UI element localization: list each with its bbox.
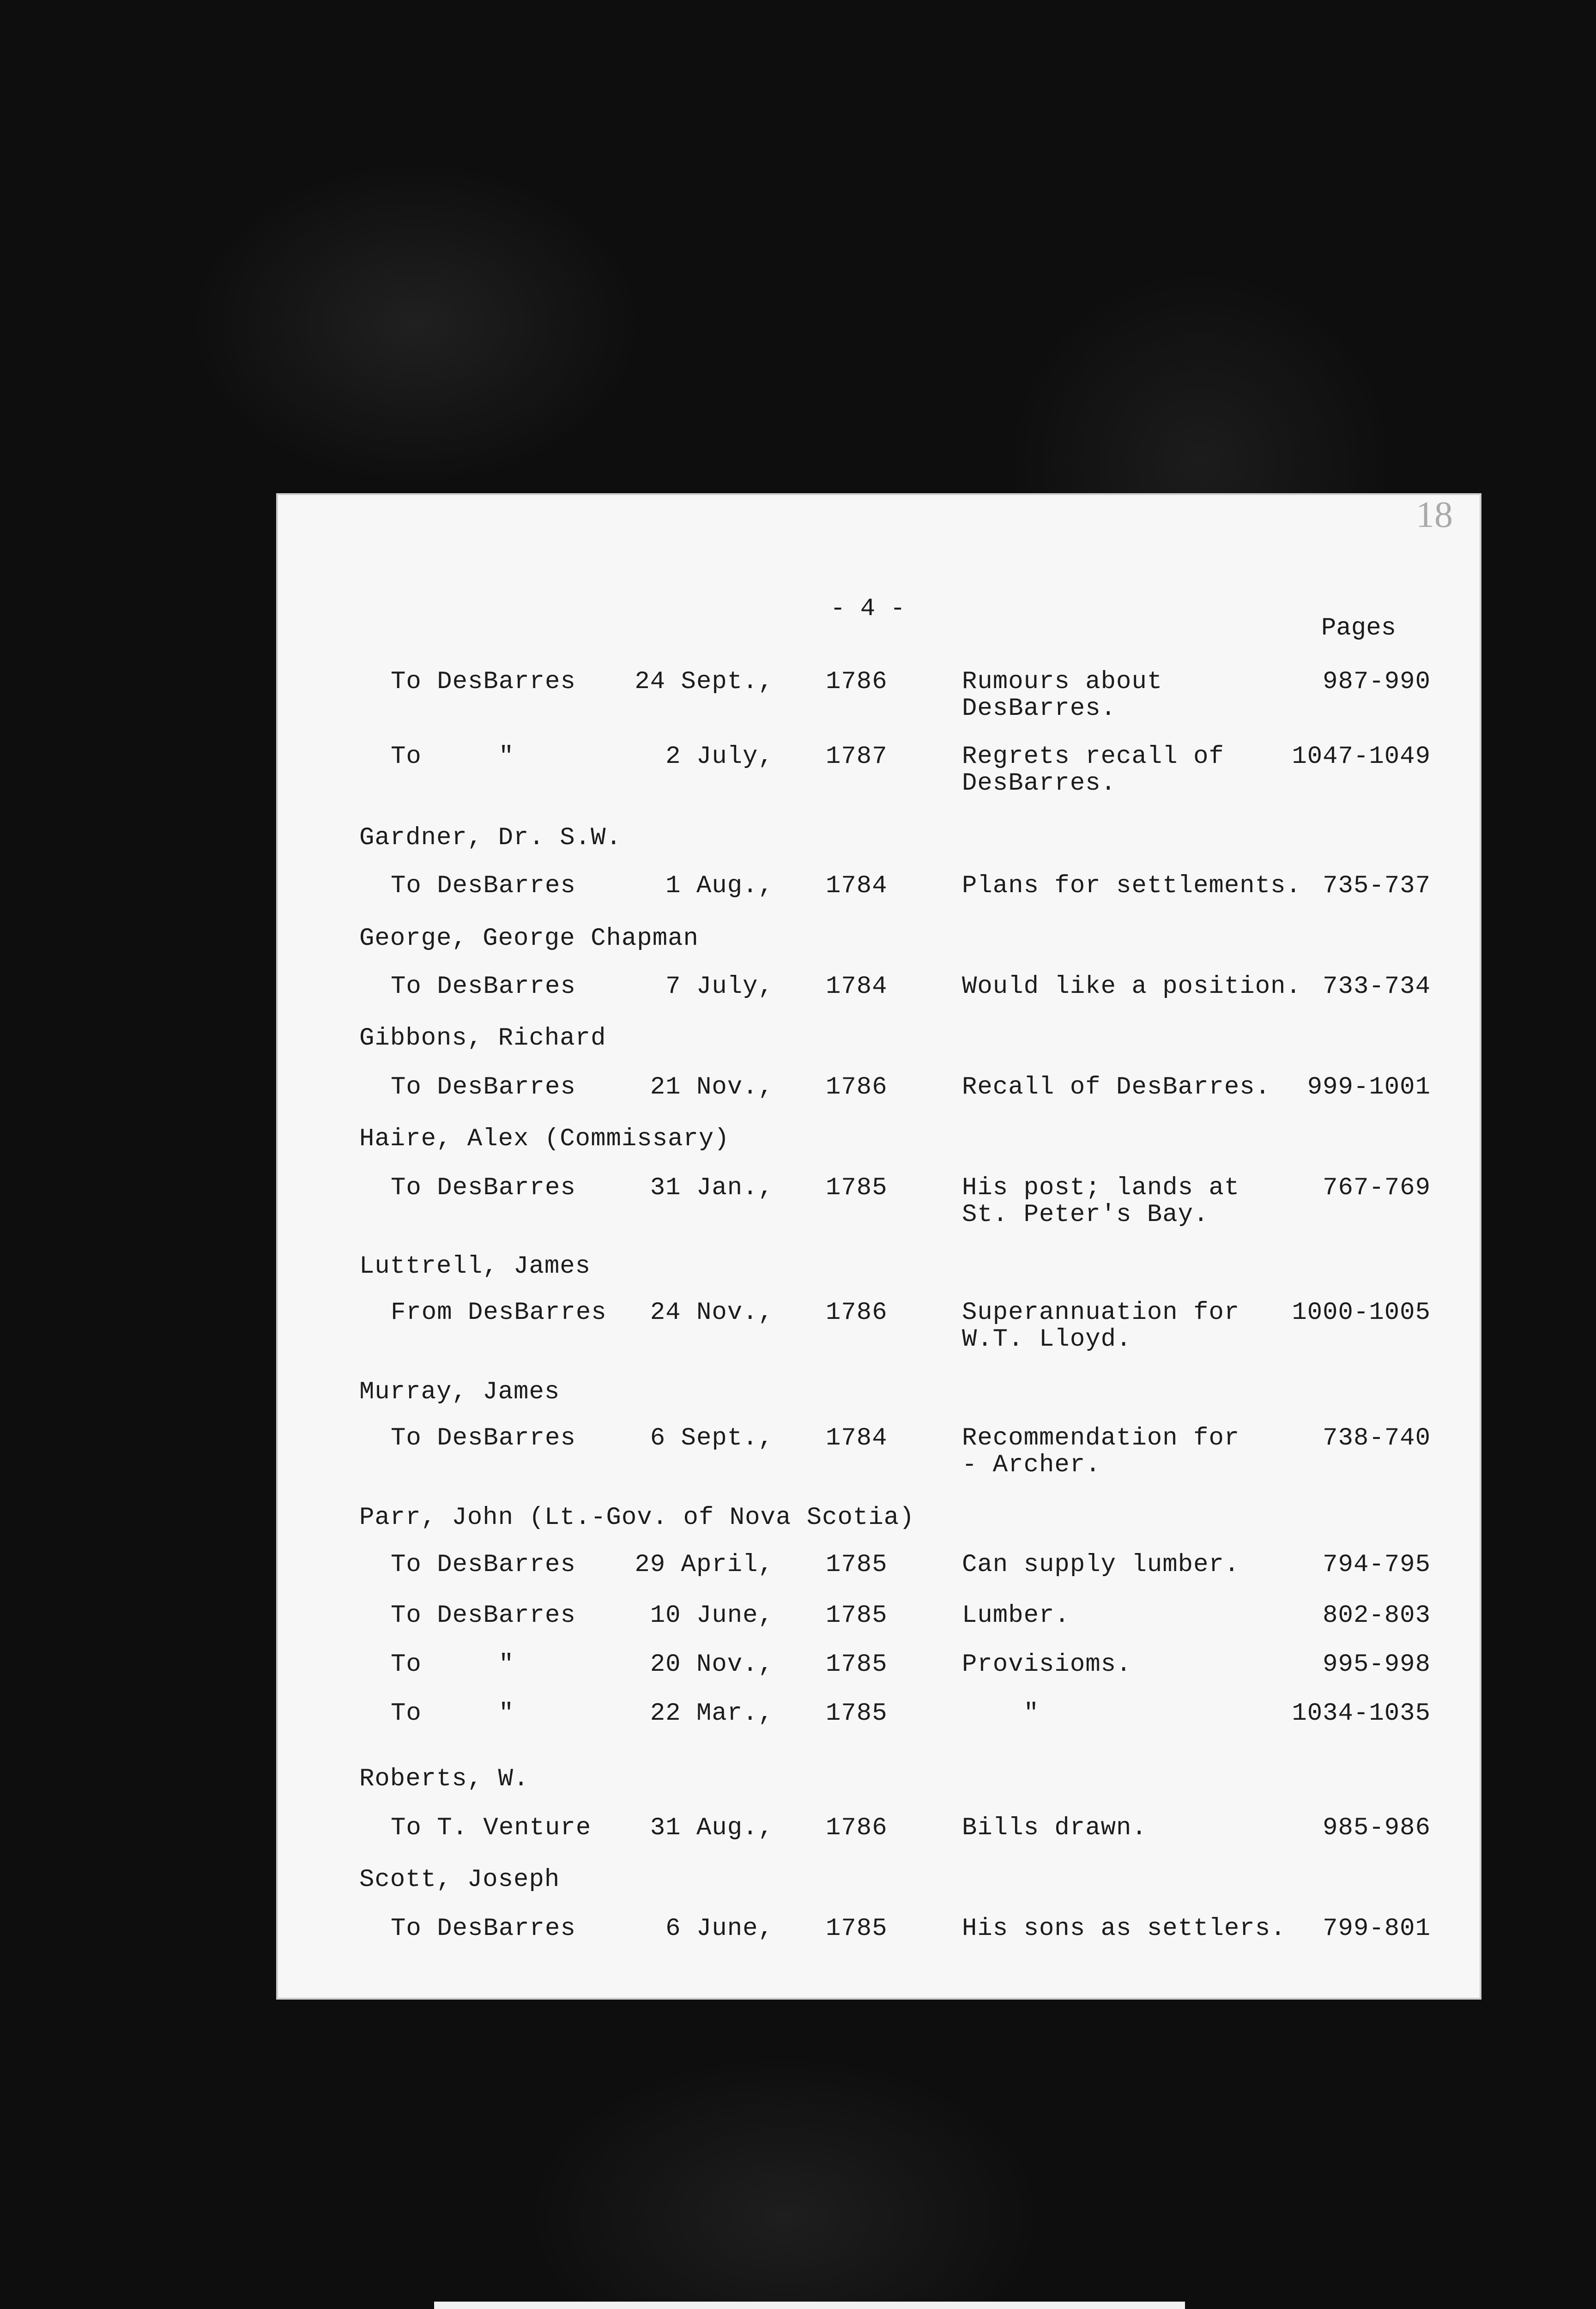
letter-pages: 802-803 (1323, 1602, 1431, 1630)
letter-direction: To DesBarres (391, 1602, 576, 1630)
letter-direction: To DesBarres (391, 872, 576, 900)
letter-year: 1786 (826, 1073, 888, 1101)
letter-subject: " (962, 1699, 1040, 1728)
letter-pages: 767-769 (1323, 1174, 1431, 1202)
letter-date: 31 Jan., (650, 1174, 774, 1202)
correspondent-name: Roberts, W. (359, 1765, 529, 1793)
letter-date: 22 Mar., (650, 1699, 774, 1728)
letter-year: 1784 (826, 1424, 888, 1452)
letter-subject: Recall of DesBarres. (962, 1073, 1271, 1101)
letter-year: 1786 (826, 668, 888, 696)
letter-pages: 738-740 (1323, 1424, 1431, 1452)
letter-year: 1785 (826, 1174, 888, 1202)
letter-subject: Plans for settlements. (962, 872, 1301, 900)
letter-year: 1785 (826, 1602, 888, 1630)
letter-date: 1 Aug., (665, 872, 774, 900)
letter-year: 1785 (826, 1699, 888, 1728)
letter-date: 6 June, (665, 1915, 774, 1943)
letter-subject: Lumber. (962, 1602, 1070, 1630)
letter-year: 1786 (826, 1299, 888, 1327)
correspondent-name: Scott, Joseph (359, 1866, 560, 1894)
letter-subject: Provisioms. (962, 1650, 1132, 1679)
letter-subject: Recommendation for - Archer. (962, 1424, 1240, 1479)
letter-year: 1784 (826, 973, 888, 1001)
letter-subject: Superannuation for W.T. Lloyd. (962, 1299, 1240, 1354)
correspondent-name: Haire, Alex (Commissary) (359, 1125, 730, 1153)
letter-year: 1785 (826, 1915, 888, 1943)
letter-date: 2 July, (665, 743, 774, 771)
letter-subject: His sons as settlers. (962, 1915, 1286, 1943)
pages-column-header: Pages (1321, 614, 1396, 642)
letter-direction: To DesBarres (391, 668, 576, 696)
letter-year: 1785 (826, 1551, 888, 1579)
letter-date: 31 Aug., (650, 1814, 774, 1842)
letter-subject: His post; lands at St. Peter's Bay. (962, 1174, 1240, 1229)
correspondent-name: George, George Chapman (359, 925, 699, 953)
correspondent-name: Murray, James (359, 1378, 560, 1406)
letter-pages: 999-1001 (1307, 1073, 1431, 1101)
letter-date: 29 April, (635, 1551, 774, 1579)
document-page (276, 493, 1481, 2000)
letter-year: 1787 (826, 743, 888, 771)
letter-pages: 735-737 (1323, 872, 1431, 900)
letter-direction: To DesBarres (391, 1174, 576, 1202)
letter-subject: Bills drawn. (962, 1814, 1147, 1842)
letter-pages: 1000-1005 (1292, 1299, 1431, 1327)
letter-direction: To " (391, 1650, 514, 1679)
letter-pages: 1047-1049 (1292, 743, 1431, 771)
collection-card (434, 2302, 1185, 2309)
letter-pages: 799-801 (1323, 1915, 1431, 1943)
letter-direction: To DesBarres (391, 1551, 576, 1579)
page-number: - 4 - (830, 595, 906, 623)
letter-date: 24 Nov., (650, 1299, 774, 1327)
correspondent-name: Parr, John (Lt.-Gov. of Nova Scotia) (359, 1504, 915, 1532)
letter-date: 6 Sept., (650, 1424, 774, 1452)
letter-date: 10 June, (650, 1602, 774, 1630)
letter-date: 24 Sept., (635, 668, 774, 696)
letter-direction: To DesBarres (391, 973, 576, 1001)
letter-pages: 995-998 (1323, 1650, 1431, 1679)
letter-date: 20 Nov., (650, 1650, 774, 1679)
letter-direction: From DesBarres (391, 1299, 607, 1327)
letter-direction: To DesBarres (391, 1073, 576, 1101)
correspondent-name: Luttrell, James (359, 1252, 591, 1281)
letter-pages: 733-734 (1323, 973, 1431, 1001)
letter-year: 1784 (826, 872, 888, 900)
letter-subject: Would like a position. (962, 973, 1301, 1001)
letter-pages: 794-795 (1323, 1551, 1431, 1579)
letter-subject: Rumours about DesBarres. (962, 668, 1163, 723)
folio-number: 18 (1416, 495, 1453, 535)
letter-direction: To DesBarres (391, 1915, 576, 1943)
correspondent-name: Gardner, Dr. S.W. (359, 824, 622, 852)
letter-pages: 985-986 (1323, 1814, 1431, 1842)
letter-direction: To DesBarres (391, 1424, 576, 1452)
letter-date: 21 Nov., (650, 1073, 774, 1101)
letter-direction: To " (391, 743, 514, 771)
letter-date: 7 July, (665, 973, 774, 1001)
letter-year: 1785 (826, 1650, 888, 1679)
correspondent-name: Gibbons, Richard (359, 1024, 606, 1052)
letter-direction: To T. Venture (391, 1814, 592, 1842)
letter-pages: 1034-1035 (1292, 1699, 1431, 1728)
letter-year: 1786 (826, 1814, 888, 1842)
letter-subject: Can supply lumber. (962, 1551, 1240, 1579)
letter-direction: To " (391, 1699, 514, 1728)
letter-pages: 987-990 (1323, 668, 1431, 696)
letter-subject: Regrets recall of DesBarres. (962, 743, 1224, 798)
